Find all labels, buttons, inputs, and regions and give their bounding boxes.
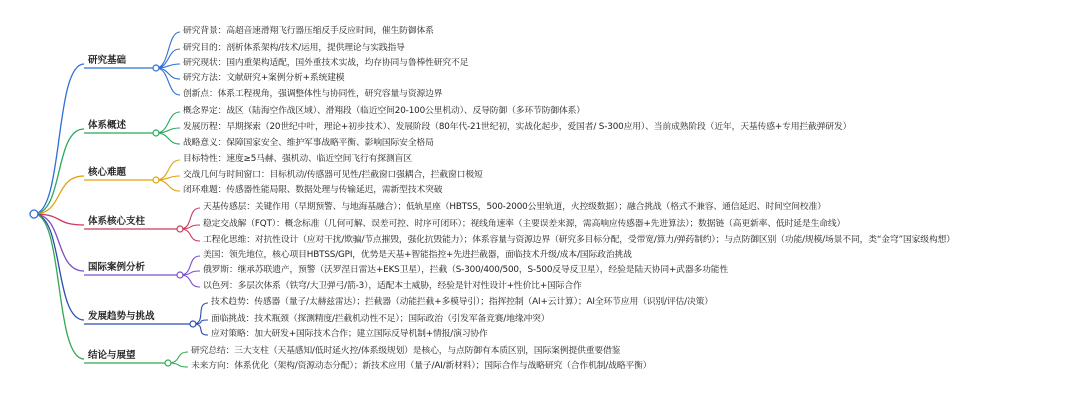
- branch-2-item: 战略意义：保障国家安全、维护军事战略平衡、影响国际安全格局: [183, 138, 434, 148]
- branch-1-leaf-connector: [156, 64, 180, 68]
- branch-5-item: 俄罗斯：继承苏联遗产，预警（沃罗涅日雷达+EKS卫星），拦截（S-300/400/500，S-500反导反卫星），经验是陆天协同+武器多功能性: [203, 265, 729, 275]
- branch-2-leaf-connector: [156, 112, 180, 133]
- branch-6-leaf-connector: [193, 303, 208, 324]
- branch-3-label: 核心难题: [88, 167, 127, 178]
- branch-1-item: 研究现状：国内重架构适配，国外重技术实战，均存协同与鲁棒性研究不足: [183, 58, 469, 68]
- branch-6-item: 面临挑战：技术瓶颈（探测精度/拦截机动性不足）；国际政治（引发军备竞赛/地缘冲突）: [211, 314, 550, 324]
- branch-2-leaf-connector: [156, 133, 180, 144]
- branch-4-item: 天基传感层：关键作用（早期预警、与地海基融合）；低轨星座（HBTSS，500-2000公里轨道，火控级数据）；融合挑战（格式不兼容、通信延迟、时间空间校准）: [203, 202, 826, 212]
- branch-6-item: 技术趋势：传感器（量子/太赫兹雷达）；拦截器（动能拦截+多模导引）；指挥控制（AI+云计算）；AI全环节应用（识别/评估/决策）: [211, 297, 713, 307]
- branch-4-label: 体系核心支柱: [88, 216, 146, 227]
- branch-3-item: 目标特性：速度≥5马赫、强机动、临近空间飞行有探测盲区: [183, 154, 412, 164]
- branch-6-root-connector: [34, 214, 84, 320]
- branch-7-item: 未来方向：体系优化（架构/资源动态分配）；新技术应用（量子/AI/新材料）；国际合作与战略研究（合作机制/战略平衡）: [191, 361, 652, 371]
- branch-2-item: 概念界定：战区（陆海空作战区域）、滑翔段（临近空间20-100公里机动）、反导防御（多环节防御体系）: [183, 106, 585, 116]
- branch-3-junction-node[interactable]: [153, 177, 159, 183]
- branch-4-item: 工程化思维：对抗性设计（应对干扰/欺骗/节点摧毁，强化抗毁能力）；体系容量与资源边界（研究多目标分配，受带宽/算力/弹药制约）；与点防御区别（功能/规模/场景不同，类“金穹”国家级构想）: [203, 235, 955, 245]
- branch-7-root-connector: [34, 214, 84, 359]
- branch-5-root-connector: [34, 214, 84, 271]
- branch-4-junction-node[interactable]: [177, 226, 183, 232]
- branch-5-label: 国际案例分析: [88, 262, 146, 273]
- branch-1-root-connector: [34, 64, 84, 214]
- branch-7-item: 研究总结：三大支柱（天基感知/低时延火控/体系级规划）是核心，与点防御有本质区别，国际案例提供重要借鉴: [191, 346, 621, 356]
- branch-2-label: 体系概述: [88, 120, 127, 131]
- branch-1-item: 研究目的：剖析体系架构/技术/运用，提供理论与实践指导: [183, 43, 405, 53]
- branch-5-junction-node[interactable]: [177, 272, 183, 278]
- branch-4-item: 稳定交战解（FQT）：概念标准（几何可解、误差可控、时序可闭环）；视线角速率（主要误差来源，需高响应传感器+先进算法）；数据链（高更新率、低时延是生命线）: [203, 219, 846, 229]
- branch-3-item: 闭环难题：传感器性能局限、数据处理与传输延迟，需新型技术突破: [183, 185, 443, 195]
- branch-2-item: 发展历程：早期探索（20世纪中叶，理论+初步技术）、发展阶段（80年代-21世纪初，实战化起步，爱国者/ S-300应用）、当前成熟阶段（近年，天基传感+专用拦截弹研发）: [183, 122, 852, 132]
- branch-3-leaf-connector: [156, 180, 180, 191]
- branch-1-leaf-connector: [156, 68, 180, 79]
- branch-5-leaf-connector: [180, 256, 200, 275]
- branch-7-label: 结论与展望: [88, 350, 136, 361]
- branch-6-item: 应对策略：加大研发+国际技术合作；建立国际反导机制+情报/演习协作: [211, 329, 488, 339]
- branch-1-item: 研究方法：文献研究+案例分析+系统建模: [183, 73, 345, 83]
- branch-2-junction-node[interactable]: [153, 130, 159, 136]
- root-node[interactable]: [30, 210, 38, 218]
- branch-1-label: 研究基础: [88, 55, 127, 66]
- branch-3-item: 交战几何与时间窗口：目标机动/传感器可见性/拦截窗口强耦合，拦截窗口极短: [183, 170, 483, 180]
- branch-6-label: 发展趋势与挑战: [88, 311, 155, 322]
- branch-6-junction-node[interactable]: [190, 321, 196, 327]
- branch-1-item: 创新点：体系工程视角，强调整体性与协同性，研究容量与资源边界: [183, 89, 443, 99]
- branch-4-leaf-connector: [180, 208, 200, 229]
- branch-1-leaf-connector: [156, 68, 180, 95]
- branch-3-root-connector: [34, 176, 84, 214]
- branch-5-item: 以色列：多层次体系（铁穹/大卫弹弓/箭-3），适配本土威胁，经验是针对性设计+性价比+国际合作: [203, 281, 582, 291]
- branch-1-junction-node[interactable]: [153, 65, 159, 71]
- branch-1-item: 研究背景：高超音速滑翔飞行器压缩反手反应时间，催生防御体系: [183, 26, 434, 36]
- branch-3-leaf-connector: [156, 160, 180, 180]
- branch-3-leaf-connector: [156, 176, 180, 180]
- branch-7-junction-node[interactable]: [165, 360, 171, 366]
- branch-5-item: 美国：领先地位，核心项目HBTSS/GPI，优势是天基+智能指控+先进拦截器，面临技术升级/成本/国际政治挑战: [203, 250, 632, 260]
